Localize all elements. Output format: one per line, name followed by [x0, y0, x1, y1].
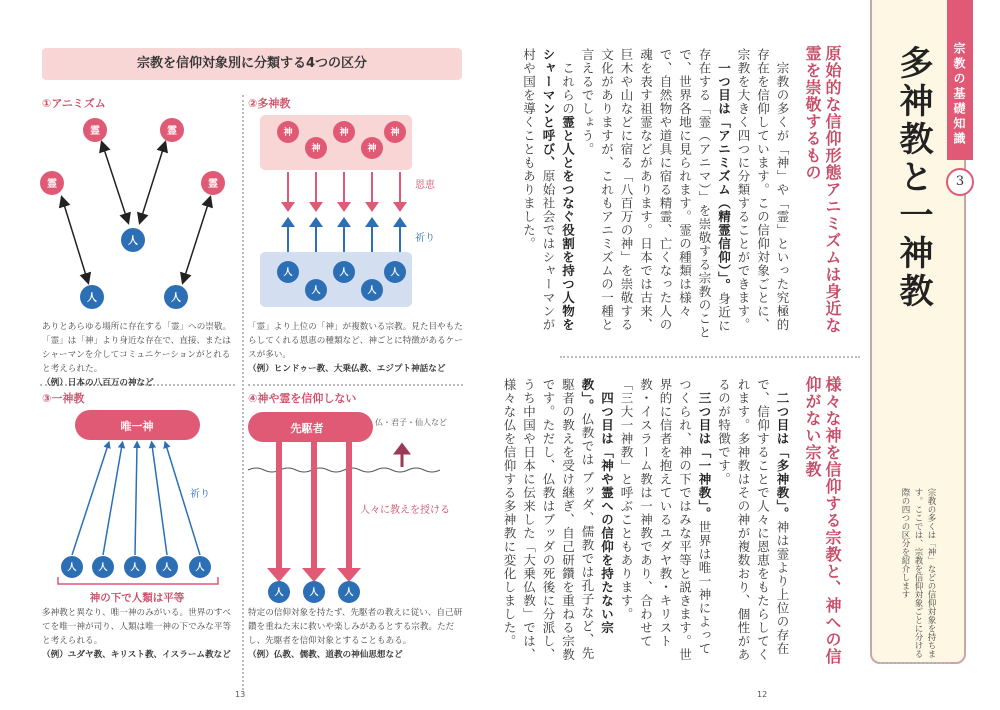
teaching-label: 人々に教えを授ける — [360, 505, 450, 516]
spirit-node: 霊 — [90, 126, 100, 137]
prayer-label: 祈り — [190, 489, 210, 500]
person-node: 人 — [390, 268, 400, 278]
section-heading-polytheism: 様々な神を信仰する宗教と、神への信仰がない宗教 — [803, 376, 842, 665]
blessing-label: 恩恵 — [415, 180, 435, 191]
person-node: 人 — [98, 563, 108, 573]
section-body-animism — [521, 48, 792, 342]
spirit-node: 霊 — [47, 179, 57, 190]
paragraph: 二つ目は「多神教」。神は霊より上位の存在で、信仰することで人々に恩恵をもたらしてくれます。多神教はその神が複数おり、個性があるのが特徴です。 — [716, 378, 790, 662]
spirit-node: 霊 — [208, 179, 218, 190]
person-node: 人 — [274, 588, 284, 598]
god-node: 神 — [283, 128, 293, 138]
god-node: 神 — [367, 144, 377, 154]
quadrant-label-monotheism: ③一神教 — [42, 392, 85, 405]
quadrant-label-non-theistic: ④神や霊を信仰しない — [248, 392, 357, 405]
polytheism-caption: 「霊」より上位の「神」が複数いる宗教。見た目やもたらしてくれる恩恵の種類など、神ごとに特徴があるケースが多い。 （例）ヒンドゥー教、大乗仏教、エジプト神話など — [248, 322, 463, 374]
spirit-node: 霊 — [167, 126, 177, 137]
leader-examples-note: 仏・君子・仙人など — [375, 418, 447, 427]
section-body-polytheism — [502, 378, 792, 668]
page-number-right: 12 — [757, 690, 768, 699]
person-node: 人 — [339, 268, 349, 278]
person-node: 人 — [195, 563, 205, 573]
monotheism-diagram — [40, 405, 240, 605]
polytheism-diagram — [250, 110, 465, 310]
non-theistic-caption: 特定の信仰対象を持たず、先駆者の教えに従い、自己研鑽を重ねた末に救いや楽しみがあるとする宗教。ただし、先駆者を信仰対象とすることもある。 （例）仏教、儒教、道教の神仙思想など — [248, 608, 463, 660]
god-node: 神 — [390, 128, 400, 138]
person-node: 人 — [67, 563, 77, 573]
person-node: 人 — [283, 268, 293, 278]
god-node: 神 — [339, 128, 349, 138]
section-divider — [560, 356, 860, 358]
quadrant-label-polytheism: ②多神教 — [248, 97, 291, 110]
chapter-number-badge: 3 — [946, 168, 974, 196]
page-number-left: 13 — [235, 690, 246, 699]
paragraph: 一つ目は「アニミズム（精霊信仰）」。身近に存在する「霊（アニマ）」を崇敬する宗教のことで、世界各地に見られます。霊の種類は様々で、自然物や道具に宿る精霊、亡くなった人の魂を表す祖霊などがあります。日本では古来、巨木や山などに宿る「八百万の神」を崇敬する文化がありますが、これもアニミズムの一種と言えるでしょう。 — [580, 48, 732, 339]
paragraph: 宗教の多くが「神」や「霊」といった究極的存在を信仰しています。この信仰対象ごとに、宗教を大きく四つに分類することができます。 — [736, 48, 790, 332]
one-god-node: 唯一神 — [120, 420, 154, 433]
animism-diagram — [40, 110, 235, 315]
panel-divider — [880, 662, 950, 664]
person-node: 人 — [367, 286, 377, 296]
person-node: 人 — [309, 588, 319, 598]
person-node: 人 — [128, 236, 138, 247]
animism-caption: ありとあらゆる場所に存在する「霊」への崇敬。「霊」は「神」より身近な存在で、直接、またはシャーマンを介してコミュニケーションがとれると考えられた。 （例）日本の八百万の神など — [42, 322, 232, 388]
person-node: 人 — [130, 563, 140, 573]
diagram-header: 宗教を信仰対象別に分類する4つの区分 — [42, 48, 462, 80]
section-heading-animism: 原始的な信仰形態アニミズムは身近な霊を崇敬するもの — [803, 45, 842, 334]
quadrant-divider-vertical — [242, 95, 244, 690]
equality-label: 神の下で人類は平等 — [89, 592, 185, 604]
person-node: 人 — [87, 293, 97, 304]
spirit-circles — [40, 118, 225, 309]
leader-node: 先駆者 — [290, 422, 324, 435]
monotheism-caption: 多神教と異なり、唯一神のみがいる。世界のすべてを唯一神が司り、人類は唯一神の下でみな平等と考えられる。 （例）ユダヤ教、キリスト教、イスラーム教など — [42, 608, 232, 660]
god-node: 神 — [311, 144, 321, 154]
quadrant-label-animism: ①アニミズム — [42, 97, 106, 110]
person-node: 人 — [311, 286, 321, 296]
person-node: 人 — [344, 588, 354, 598]
paragraph: 三つ目は「一神教」。世界は唯一神によってつくられ、神の下ではみな平等と説きます。世界的に信者を抱えているユダヤ教・キリスト教・イスラーム教は一神教であり、合わせて「三大一神教」と呼ぶこともあります。 — [619, 378, 712, 662]
person-node: 人 — [171, 293, 181, 304]
intro-note: 宗教の多くは「神」などの信仰対象を持ちます。ここでは、宗教を信仰対象ごとに分ける際の四つの区分を紹介します — [900, 488, 936, 658]
paragraph: これらの霊と人とをつなぐ役割を持つ人物をシャーマンと呼び、原始社会ではシャーマンが村や国を導くこともありました。 — [521, 48, 576, 332]
page-title: 多神教と一神教 — [893, 45, 933, 311]
paragraph: 四つ目は「神や霊への信仰を持たない宗教」。仏教では ブッダ、儒教では孔子など、先駆者の教えを受け継ぎ、自己研鑽を重ねる宗教です。ただし、仏教はブッダの死後に分派し、うち中国や日本に伝来した「大乗仏教」では、様々な仏を信仰する多神教に変化しました。 — [502, 378, 615, 662]
quadrant-divider-horizontal — [248, 384, 463, 386]
person-node: 人 — [162, 563, 172, 573]
prayer-label: 祈り — [415, 233, 435, 244]
non-theistic-diagram — [245, 405, 465, 605]
series-label: 宗教の基礎知識 — [952, 42, 966, 147]
